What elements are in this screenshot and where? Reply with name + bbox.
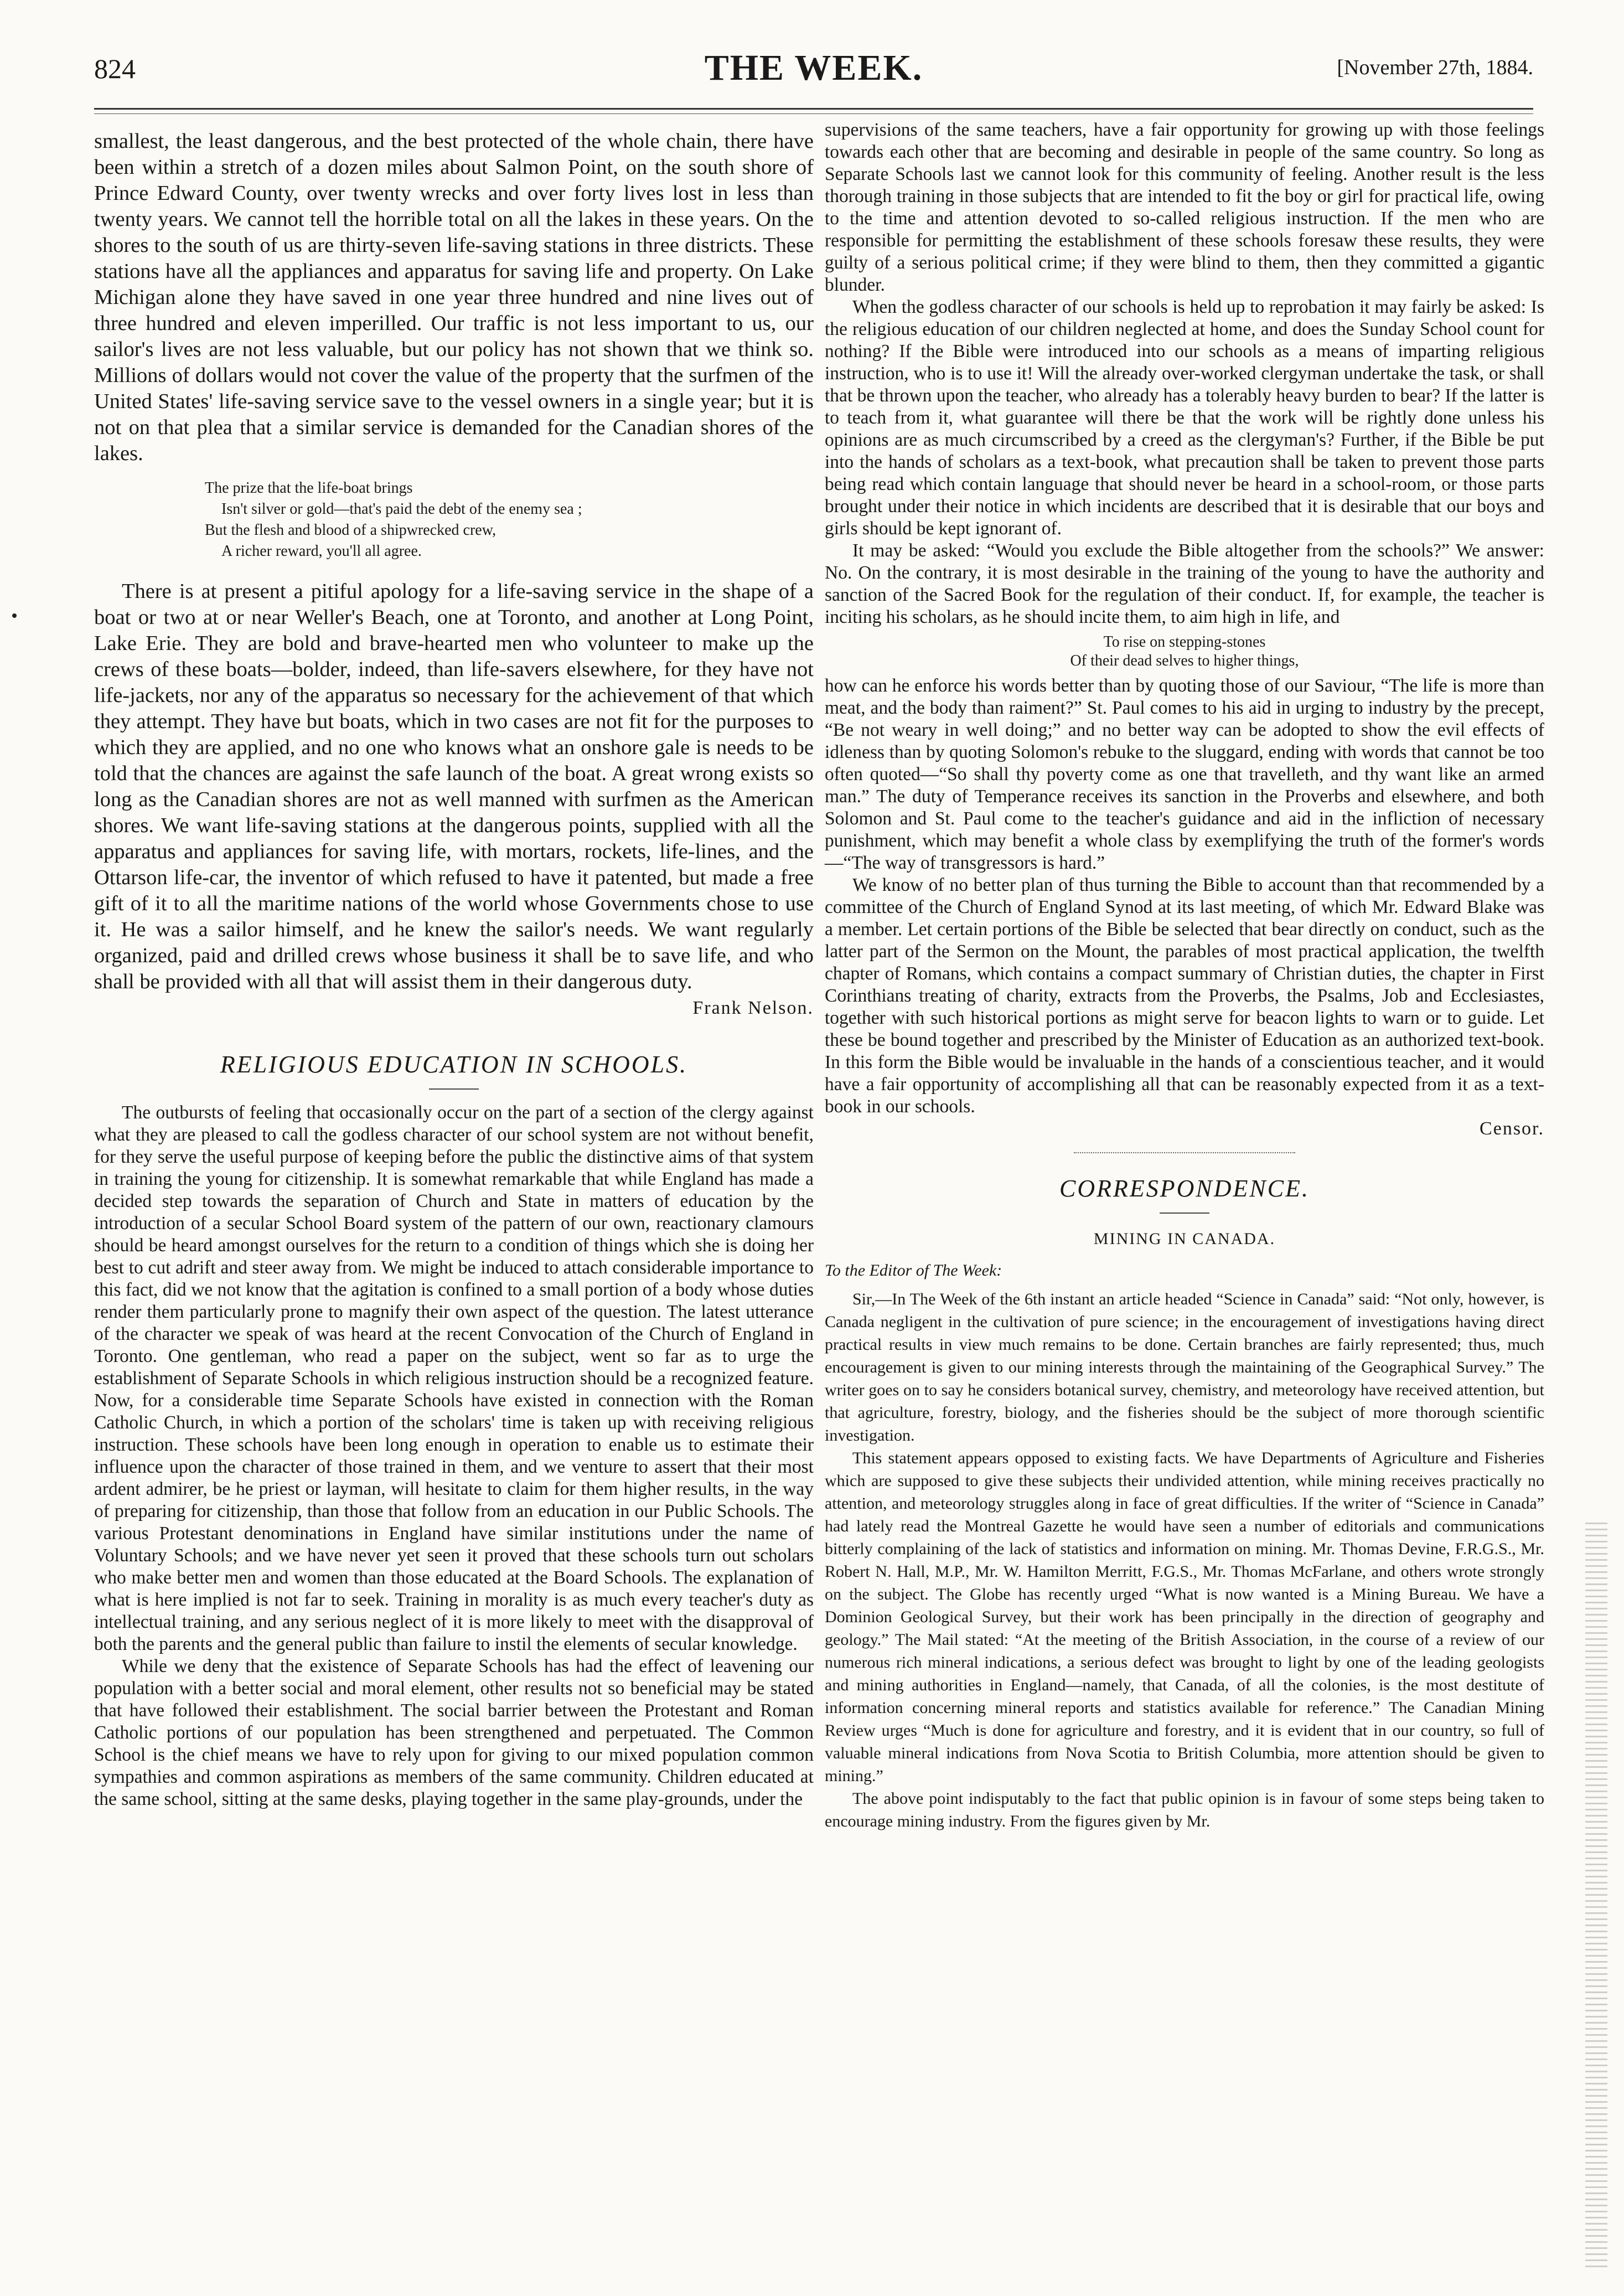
section-divider [1074,1152,1295,1153]
article-paragraph: We know of no better plan of thus turning the Bible to account than that recommended by a committee of the Church of England Synod at its last meeting, of which Mr. Edward Blake was a member. Let certain portions of the Bible be selected that bear directly on conduct, such as the latter part of the Sermon on the Mount, the parables of most practical application, the twelfth chapter of Romans, which contains a compact summary of Christian duties, the chapter in First Corinthians treating of charity, extracts from the Proverbs, the Psalms, Job and Ecclesiastes, together with such historical portions as might serve for beacon lights to warn or to guide. Let these be bound together and prescribed by the Minister of Education as an authorized text-book. In this form the Bible would be invaluable in the hands of a conscientious teacher, and it would have a fair opportunity of accomplishing all that can be reasonably expected from it as a text-book in our schools. [825,875,1544,1117]
article-paragraph: While we deny that the existence of Separate Schools has had the effect of leavening our population with a better social and moral element, other results not so beneficial may be stated that have followed their establishment. The social barrier between the Protestant and Roman Catholic portions of our population has been strengthened and perpetuated. The Common School is the chief means we have to rely upon for giving to our mixed population common sympathies and common aspirations as members of the same community. Children educated at the same school, sitting at the same desks, playing together in the same play-grounds, under the [94,1656,814,1809]
page-edge-damage [1585,1523,1607,2270]
letter-heading: MINING IN CANADA. [1093,1230,1276,1248]
article-paragraph: supervisions of the same teachers, have a fair opportunity for growing up with those feelings towards each other that are becoming and desirable in people of the same country. So long as Separate Schools last we cannot look for this community of feeling. Another result is the less thorough training in those subjects that are intended to fit the boy or girl for practical life, owing to the time and attention devoted to so-called religious instruction. If the men who are responsible for permitting the establishment of these schools foresaw these results, they were guilty of a serious political crime; if they were blind to them, then they committed a gigantic blunder. [825,120,1544,295]
letter-address: To the Editor of The Week: [825,1261,1002,1279]
quote-line: Of their dead selves to higher things, [1070,652,1299,669]
letter-paragraph: This statement appears opposed to existing facts. We have Departments of Agriculture and Fisheries which are supposed to give these subjects their undivided attention, while mining receives practically no attention, and meteorology struggles along in face of great difficulties. If the writer of “Science in Canada” had lately read the Montreal Gazette he would have seen a number of editorials and communications bitterly complaining of the lack of statistics and information on mining. Mr. Thomas Devine, F.R.G.S., Mr. Robert N. Hall, M.P., Mr. W. Hamilton Merritt, F.G.S., Mr. Thomas McFarlane, and others wrote strongly on the subject. The Globe has recently urged “What is now wanted is a Mining Bureau. We have a Dominion Geological Survey, but their work has been principally in the direction of geography and geology.” The Mail stated: “At the meeting of the British Association, in the course of a review of our numerous rich mineral indications, a serious defect was brought to light by one of the leading geologists and mining authorities in England—namely, that Canada, of all the colonies, is the most destitute of information concerning mineral reports and statistics available for reference.” The Canadian Mining Review urges “Much is done for agriculture and forestry, and it is evident that in our country, so full of valuable mineral indications from Nova Scotia to British Columbia, more attention should be given to mining.” [825,1449,1544,1785]
quote-line: To rise on stepping-stones [1103,633,1266,651]
letter-paragraph: The above point indisputably to the fact that public opinion is in favour of some steps being taken to encourage mining industry. From the figures given by Mr. [825,1789,1544,1830]
poem-line: A richer reward, you'll all agree. [221,543,422,560]
column-left [94,128,814,1810]
column-right [825,119,1544,1833]
article-paragraph: When the godless character of our schools is held up to reprobation it may fairly be asked: Is the religious education of our children neglected at home, and does the Sunday School count for nothing? If the Bible were introduced into our schools as a means of imparting religious instruction, who is to use it! Will the already over-worked clergyman undertake the task, or shall that be thrown upon the teacher, who already has a tolerably heavy burden to bear? If the latter is to teach from it, what guarantee will there be that the work will be rightly done unless his opinions are as much circumscribed by a creed as the clergyman's? Further, if the Bible be put into the hands of scholars as a text-book, what precaution shall be taken to prevent those parts being read which contain language that should never be heard in a school-room, or those parts brought under their notice in which incidents are described that it is desirable that our boys and girls should be kept ignorant of. [825,297,1544,539]
poem-line: The prize that the life-boat brings [205,479,413,497]
poem-line: Isn't silver or gold—that's paid the debt of the enemy sea ; [221,501,582,518]
article-paragraph: The outbursts of feeling that occasionally occur on the part of a section of the clergy against what they are pleased to call the godless character of our school system are not without benefit, for they serve the useful purpose of keeping before the public the distinctive aims of that system in training the young for citizenship. It is somewhat remarkable that while England has made a decided step towards the separation of Church and State in matters of education by the introduction of a secular School Board system of the pattern of our own, reactionary clamours should be heard amongst ourselves for the return to a condition of things which she is doing her best to cut adrift and steer away from. We might be induced to attach considerable importance to this fact, did we not know that the agitation is confined to a small portion of a body whose duties render them particularly prone to magnify their own aspect of the question. The latest utterance of the character we speak of was heard at the recent Convocation of the Church of England in Toronto. One gentleman, who read a paper on the subject, went so far as to urge the establishment of Separate Schools in which religious instruction should be a recognized feature. Now, for a considerable time Separate Schools have existed in connection with the Roman Catholic Church, in which a portion of the scholars' time is taken up with receiving religious instruction. These schools have been long enough in operation to enable us to estimate their influence upon the character of those trained in them, and we venture to assert that their most ardent admirer, be he priest or layman, will hesitate to claim for them higher results, in the way of preparing for citizenship, than those that follow from an education in our Public Schools. The various Protestant denominations in England have similar institutions under the name of Voluntary Schools; and we have never yet seen it proved that these schools turn out scholars who make better men and women than those educated at the Board Schools. The explanation of what is here implied is not far to seek. Training in morality is as much every teacher's duty as intellectual training, and any serious neglect of it is more likely to meet with the disapproval of both the parents and the general public than failure to instil the elements of secular knowledge. [94,1102,814,1654]
masthead-title: THE WEEK. [704,48,923,88]
article-paragraph: how can he enforce his words better than by quoting those of our Saviour, “The life is more than meat, and the body than raiment?” St. Paul comes to his aid in urging to industry by the precept, “Be not weary in well doing;” and no better way can be adopted to show the evil effects of idleness than by quoting Solomon's rebuke to the sluggard, ending with words that cannot be too often quoted—“So shall thy poverty come as one that travelleth, and thy want like an armed man.” The duty of Temperance receives its sanction in the Proverbs and elsewhere, and both Solomon and St. Paul come to the teacher's guidance and aid in the infliction of necessary punishment, which may benefit a whole class by exemplifying the truth of the former's words—“The way of transgressors is hard.” [825,675,1544,873]
letter-paragraph: Sir,—In The Week of the 6th instant an article headed “Science in Canada” said: “Not only, however, is Canada negligent in the cultivation of pure science; in the encouragement of investigations having direct practical results in view much remains to be done. Certain branches are fairly represented; thus, much encouragement is given to our mining interests through the maintaining of the Geographical Survey.” The writer goes on to say he considers botanical survey, chemistry, and meteorology have received attention, but that agriculture, forestry, biology, and the fisheries should be the subject of more thorough scientific investigation. [825,1290,1544,1444]
quote [825,633,1544,670]
article-paragraph: smallest, the least dangerous, and the best protected of the whole chain, there have been within a stretch of a dozen miles about Salmon Point, on the south shore of Prince Edward County, over twenty wrecks and over forty lives lost in less than twenty years. We cannot tell the horrible total on all the lakes in these years. On the shores to the south of us are thirty-seven life-saving stations in three districts. These stations have all the appliances and apparatus for saving life and property. On Lake Michigan alone they have saved in one year three hundred and nine lives out of three hundred and eleven imperilled. Our traffic is not less important to us, our sailor's lives are not less valuable, but our policy has not shown that we think so. Millions of dollars would not cover the value of the property that the surfmen of the United States' life-saving service save to the vessel owners in a single year; but it is not on that plea that a similar service is demanded for the Canadian shores of the lakes. [94,130,814,465]
section-title: CORRESPONDENCE. [1059,1175,1310,1202]
poem [205,478,814,562]
author-signature: Censor. [1480,1118,1544,1139]
article-paragraph: There is at present a pitiful apology for a life-saving service in the shape of a boat or two at or near Weller's Beach, one at Toronto, and another at Long Point, Lake Erie. They are bold and brave-hearted men who volunteer to make up the crews of these boats—bolder, indeed, than life-savers elsewhere, for they have not life-jackets, nor any of the apparatus so necessary for the achievement of that which they attempt. They have but boats, which in two cases are not fit for the purposes to which they are applied, and no one who knows what an onshore gale is needs to be told that the chances are against the safe launch of the boat. A great wrong exists so long as the Canadian shores are not as well manned with surfmen as the American shores. We want life-saving stations at the dangerous points, supplied with all the apparatus and appliances for saving life, with mortars, rockets, life-lines, and the Ottarson life-car, the inventor of which refused to have it patented, but made a free gift of it to all the maritime nations of the world whose Governments chose to use it. He was a sailor himself, and he knew the sailor's needs. We want regularly organized, paid and drilled crews whose business it shall be to save life, and who shall be provided with all that will assist them in their dangerous duty. [94,580,814,993]
title-rule [1160,1213,1209,1214]
ink-dot [12,613,17,618]
header-rule-thin [94,113,1533,114]
title-rule [429,1088,479,1090]
issue-date: [November 27th, 1884. [1337,56,1533,79]
section-title: RELIGIOUS EDUCATION IN SCHOOLS. [220,1051,688,1078]
poem-line: But the flesh and blood of a shipwrecked crew, [205,522,496,539]
header-rule [94,108,1533,110]
article-paragraph: It may be asked: “Would you exclude the Bible altogether from the schools?” We answer: No. On the contrary, it is most desirable in the training of the young to have the authority and sanction of the Sacred Book for the regulation of their conduct. If, for example, the teacher is inciting his scholars, as he should incite them, to aim high in life, and [825,540,1544,627]
page-number: 824 [94,53,136,84]
author-signature: Frank Nelson. [692,998,814,1018]
